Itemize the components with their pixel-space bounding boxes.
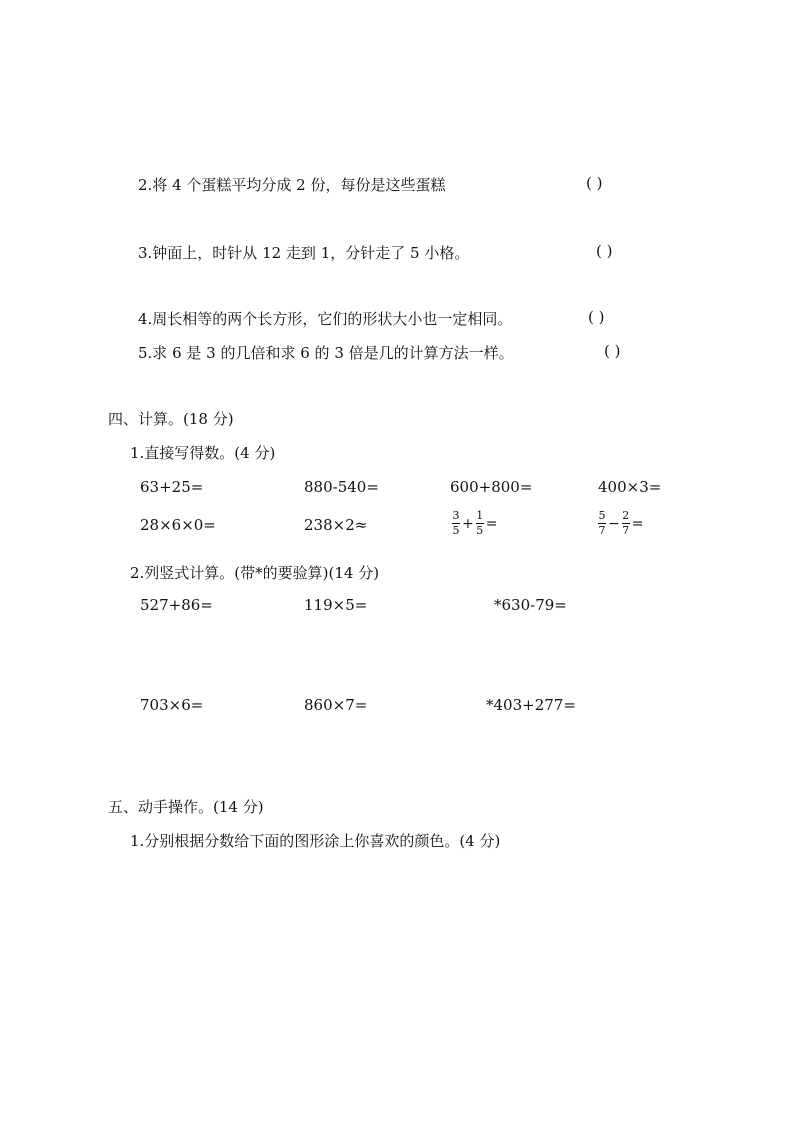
judge-item-4: 4.周长相等的两个长方形，它们的形状大小也一定相同。: [138, 310, 513, 328]
vertical-calc-6: *403+277=: [486, 696, 576, 714]
oral-calc-3: 600+800=: [450, 478, 533, 496]
judge-item-2: 2.将 4 个蛋糕平均分成 2 份，每份是这些蛋糕: [138, 176, 446, 194]
section-4-sub2-title: 2.列竖式计算。(带*的要验算)(14 分): [130, 564, 380, 582]
denominator: 7: [598, 524, 606, 537]
numerator: 2: [622, 509, 630, 522]
vertical-calc-1: 527+86=: [140, 596, 213, 614]
equals-sign: =: [485, 515, 498, 532]
numerator: 3: [452, 509, 460, 522]
denominator: 7: [622, 524, 630, 537]
answer-paren-5[interactable]: ( ): [604, 342, 621, 360]
oral-calc-5: 28×6×0=: [140, 516, 216, 534]
section-5-title: 五、动手操作。(14 分): [108, 798, 264, 816]
denominator: 5: [476, 524, 484, 537]
answer-paren-3[interactable]: ( ): [596, 242, 613, 260]
oral-calc-4: 400×3=: [598, 478, 662, 496]
vertical-calc-4: 703×6=: [140, 696, 204, 714]
vertical-calc-2: 119×5=: [304, 596, 368, 614]
judge-item-3: 3.钟面上，时针从 12 走到 1，分针走了 5 小格。: [138, 244, 470, 262]
oral-calc-fraction-1: [452, 510, 499, 537]
fraction: [452, 510, 460, 537]
oral-calc-6: 238×2≈: [304, 516, 368, 534]
oral-calc-2: 880-540=: [304, 478, 379, 496]
fraction: [476, 510, 484, 537]
vertical-calc-5: 860×7=: [304, 696, 368, 714]
fraction: [598, 510, 606, 537]
equals-sign: =: [631, 515, 644, 532]
fraction: [622, 510, 630, 537]
vertical-calc-3: *630-79=: [494, 596, 567, 614]
operator: +: [462, 515, 474, 532]
section-4-title: 四、计算。(18 分): [108, 410, 234, 428]
oral-calc-1: 63+25=: [140, 478, 204, 496]
oral-calc-fraction-2: [598, 510, 645, 537]
section-5-sub1-title: 1.分别根据分数给下面的图形涂上你喜欢的颜色。(4 分): [130, 832, 501, 850]
judge-item-5: 5.求 6 是 3 的几倍和求 6 的 3 倍是几的计算方法一样。: [138, 344, 514, 362]
numerator: 1: [476, 509, 484, 522]
answer-paren-4[interactable]: ( ): [588, 308, 605, 326]
answer-paren-2[interactable]: ( ): [586, 174, 603, 192]
operator: −: [608, 515, 620, 532]
section-4-sub1-title: 1.直接写得数。(4 分): [130, 444, 276, 462]
denominator: 5: [452, 524, 460, 537]
numerator: 5: [598, 509, 606, 522]
